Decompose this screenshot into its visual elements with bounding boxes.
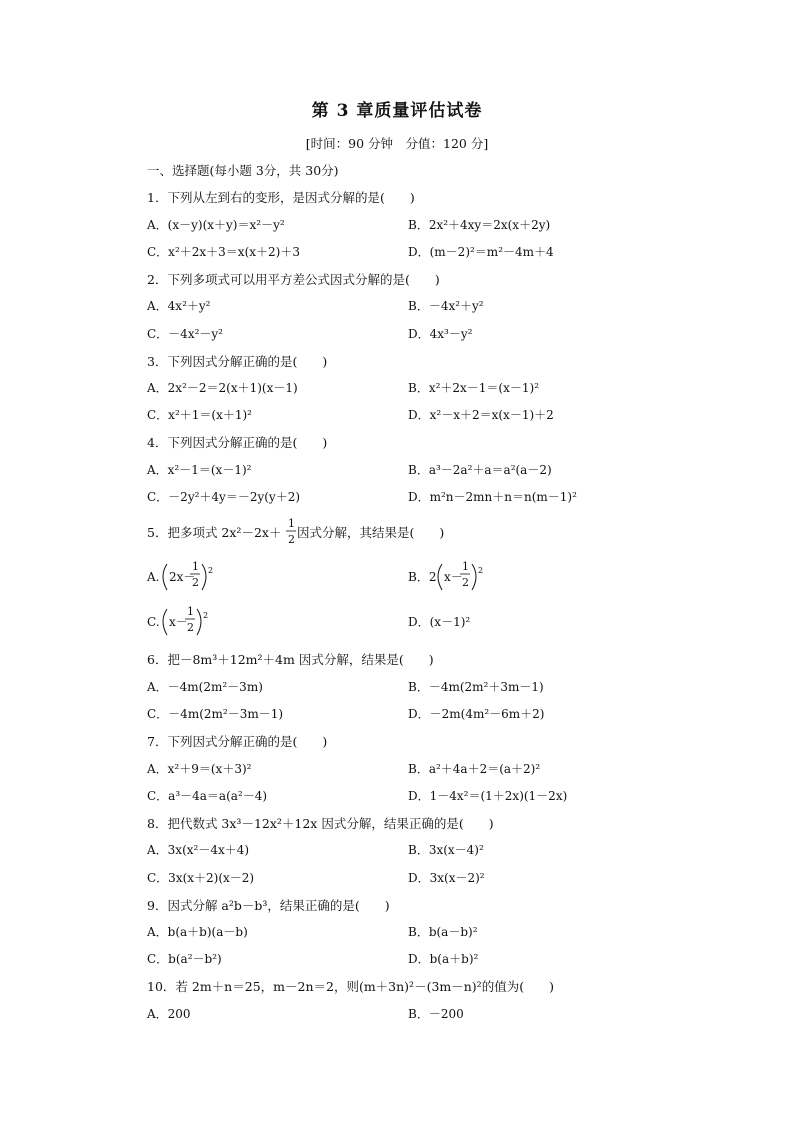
page-title: 第 3 章质量评估试卷 [311,101,483,121]
q5-b-inner: x－ [444,570,463,584]
q5-b-right-paren [472,564,476,590]
q4-option-d: D．m²n－2mn＋n＝n(m－1)² [408,490,577,504]
q6-option-c: C．－4m(2m²－3m－1) [147,707,284,721]
q7-option-d: D．1－4x²＝(1＋2x)(1－2x) [408,789,568,803]
q5-frac-den: 2 [288,533,295,546]
question-5-stem-start: 5．把多项式 2x²－2x＋ [147,525,282,540]
question-2: 2．下列多项式可以用平方差公式因式分解的是( ) [147,272,440,287]
q5-b-left-paren [438,564,442,590]
q2-option-b: B．－4x²＋y² [408,299,484,313]
q10-option-a: A．200 [147,1007,191,1021]
q1-option-a: A．(x－y)(x＋y)＝x²－y² [147,218,285,232]
q9-option-a: A．b(a＋b)(a－b) [147,925,248,939]
q7-option-b: B．a²＋4a＋2＝(a＋2)² [408,762,541,776]
q5-a-den: 2 [192,576,199,589]
question-6: 6．把－8m³＋12m²＋4m 因式分解，结果是( ) [147,652,434,667]
q5-a-exp: 2 [208,566,214,575]
q5-c-left-paren [163,609,167,635]
question-8: 8．把代数式 3x³－12x²＋12x 因式分解，结果正确的是( ) [147,816,494,831]
q5-c-num: 1 [187,605,194,618]
section-heading: 一、选择题(每小题 3分，共 30分) [147,163,339,178]
q1-option-b: B．2x²＋4xy＝2x(x＋2y) [408,218,551,232]
q5-c-inner: x－ [169,615,188,629]
question-5-stem-end: 因式分解，其结果是( ) [297,525,445,540]
q5-frac-num: 1 [288,517,295,530]
q5-option-d: D．(x－1)² [408,615,471,629]
q5-option-a-label: A. [147,570,160,584]
q9-option-d: D．b(a＋b)² [408,952,479,966]
q1-option-c: C．x²＋2x＋3＝x(x＋2)＋3 [147,245,300,259]
q5-c-exp: 2 [203,611,209,620]
q6-option-d: D．－2m(4m²－6m＋2) [408,707,545,721]
q2-option-d: D．4x³－y² [408,327,473,341]
q9-option-c: C．b(a²－b²) [147,952,222,966]
q2-option-c: C．－4x²－y² [147,327,223,341]
q8-option-c: C．3x(x＋2)(x－2) [147,871,255,885]
q8-option-d: D．3x(x－2)² [408,871,485,885]
question-7: 7．下列因式分解正确的是( ) [147,734,328,749]
q1-option-d: D．(m－2)²＝m²－4m＋4 [408,245,554,259]
q3-option-d: D．x²－x＋2＝x(x－1)＋2 [408,408,554,422]
question-10: 10．若 2m＋n＝25，m－2n＝2，则(m＋3n)²－(3m－n)²的值为( ) [147,979,554,994]
question-1: 1．下列从左到右的变形，是因式分解的是( ) [147,190,415,205]
q4-option-c: C．－2y²＋4y＝－2y(y＋2) [147,490,301,504]
q3-option-a: A．2x²－2＝2(x＋1)(x－1) [147,381,298,395]
q2-option-a: A．4x²＋y² [147,299,211,313]
q5-b-den: 2 [462,576,469,589]
question-5-block [140,510,660,650]
q5-a-num: 1 [192,560,199,573]
q9-option-b: B．b(a－b)² [408,925,478,939]
question-4: 4．下列因式分解正确的是( ) [147,435,328,450]
q7-option-c: C．a³－4a＝a(a²－4) [147,789,268,803]
q5-c-den: 2 [187,621,194,634]
q3-option-c: C．x²＋1＝(x＋1)² [147,408,252,422]
q4-option-b: B．a³－2a²＋a＝a²(a－2) [408,463,552,477]
q8-option-a: A．3x(x²－4x＋4) [147,843,250,857]
q5-c-right-paren [197,609,201,635]
q5-option-b-label: B．2 [408,570,437,584]
q3-option-b: B．x²＋2x－1＝(x－1)² [408,381,540,395]
q6-option-b: B．－4m(2m²＋3m－1) [408,680,544,694]
question-9: 9．因式分解 a²b－b³，结果正确的是( ) [147,898,390,913]
q8-option-b: B．3x(x－4)² [408,843,484,857]
q5-option-c-label: C. [147,615,160,629]
q5-b-num: 1 [462,560,469,573]
question-3: 3．下列因式分解正确的是( ) [147,354,328,369]
q4-option-a: A．x²－1＝(x－1)² [147,463,252,477]
q5-a-right-paren [202,564,206,590]
q5-b-exp: 2 [478,566,484,575]
q5-a-inner: 2x－ [169,570,196,584]
q7-option-a: A．x²＋9＝(x＋3)² [147,762,252,776]
q10-option-b: B．－200 [408,1007,464,1021]
q6-option-a: A．－4m(2m²－3m) [147,680,263,694]
exam-info: [时间：90 分钟 分值：120 分] [305,136,489,151]
q5-a-left-paren [163,564,167,590]
